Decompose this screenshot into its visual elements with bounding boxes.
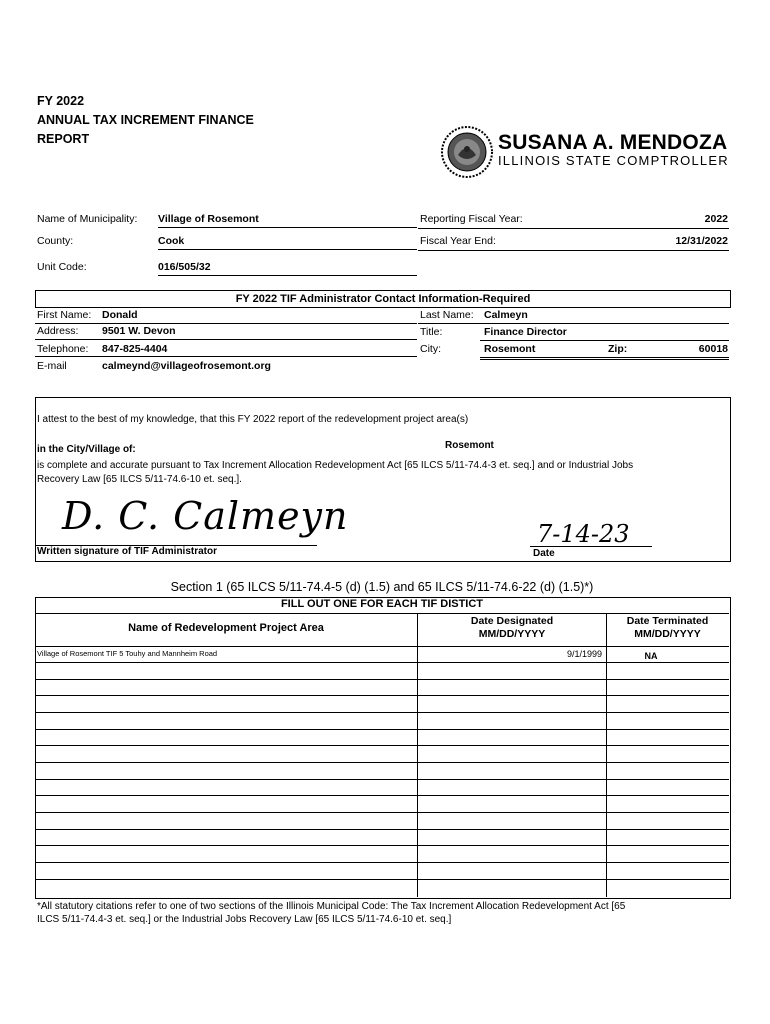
attest-line-3: is complete and accurate pursuant to Tax Increment Allocation Redevelopment Act [65 ILCS 5/11-74.4-3 et. seq.] and or Industrial Jobs <box>37 460 634 471</box>
col-header-project-area: Name of Redevelopment Project Area <box>128 622 324 634</box>
report-title-line-1: FY 2022 <box>37 94 85 108</box>
table-row-line <box>35 679 729 680</box>
fiscal-year-end-label: Fiscal Year End: <box>420 235 496 247</box>
footnote <box>37 900 737 926</box>
comptroller-name: SUSANA A. MENDOZA <box>498 131 728 154</box>
divider <box>480 340 729 341</box>
row-1-date-designated[interactable]: 9/1/1999 <box>566 649 602 659</box>
table-row-line <box>35 745 729 746</box>
col-header-date-terminated-line-2: MM/DD/YYYY <box>634 628 701 640</box>
administrator-signature: D. C. Calmeyn <box>62 494 349 538</box>
footnote-line-2: ILCS 5/11-74.4-3 et. seq.] or the Industrial Jobs Recovery Law [65 ILCS 5/11-74.6-10 et. seq.] <box>37 914 452 925</box>
zip-field[interactable]: 60018 <box>698 343 728 355</box>
divider <box>418 250 729 251</box>
telephone-label: Telephone: <box>37 343 89 355</box>
municipality-field[interactable]: Village of Rosemont <box>158 213 417 228</box>
attest-city-value: Rosemont <box>445 440 494 451</box>
divider <box>418 323 729 324</box>
attest-city-label: in the City/Village of: <box>37 444 136 455</box>
unit-code-field[interactable]: 016/505/32 <box>158 261 417 276</box>
fiscal-year-label: Reporting Fiscal Year: <box>420 213 523 225</box>
col-header-date-designated-line-1: Date Designated <box>470 615 554 627</box>
address-label: Address: <box>37 325 79 337</box>
telephone-field[interactable]: 847-825-4404 <box>102 343 168 355</box>
municipality-label: Name of Municipality: <box>37 213 138 225</box>
table-row-line <box>35 646 729 647</box>
first-name-label: First Name: <box>37 309 92 321</box>
title-field[interactable]: Finance Director <box>484 326 567 338</box>
row-1-date-terminated[interactable]: NA <box>644 651 658 661</box>
col-header-date-terminated-line-1: Date Terminated <box>626 615 709 627</box>
table-row-line <box>35 812 729 813</box>
comptroller-title: ILLINOIS STATE COMPTROLLER <box>498 153 729 168</box>
divider <box>480 357 729 358</box>
table-row-line <box>35 845 729 846</box>
divider <box>35 323 417 324</box>
section-heading: Section 1 (65 ILCS 5/11-74.4-5 (d) (1.5) and 65 ILCS 5/11-74.6-22 (d) (1.5)*) <box>170 580 594 594</box>
divider <box>418 228 729 229</box>
signature-label: Written signature of TIF Administrator <box>37 546 218 557</box>
table-row-line <box>35 662 729 663</box>
divider <box>35 339 417 340</box>
table-row-line <box>35 829 729 830</box>
unit-code-label: Unit Code: <box>37 261 87 273</box>
footnote-line-1: *All statutory citations refer to one of two sections of the Illinois Municipal Code: The Tax Increment Allocation Redevelopment Act [65 <box>37 901 626 912</box>
report-title <box>37 92 254 149</box>
county-field[interactable]: Cook <box>158 235 417 250</box>
illinois-state-seal-icon <box>440 125 494 179</box>
table-row-line <box>35 879 729 880</box>
title-label: Title: <box>420 326 443 338</box>
date-line <box>530 546 652 547</box>
divider <box>35 356 417 357</box>
date-label: Date <box>533 548 555 559</box>
city-label: City: <box>420 343 441 355</box>
county-label: County: <box>37 235 74 247</box>
address-field[interactable]: 9501 W. Devon <box>102 325 176 337</box>
divider <box>480 359 729 360</box>
fiscal-year-field[interactable]: 2022 <box>704 213 728 225</box>
attest-line-1: I attest to the best of my knowledge, that this FY 2022 report of the redevelopment project area(s) <box>37 414 469 425</box>
first-name-field[interactable]: Donald <box>102 309 138 321</box>
last-name-field[interactable]: Calmeyn <box>484 309 528 321</box>
contact-heading: FY 2022 TIF Administrator Contact Information-Required <box>35 290 731 308</box>
tif-district-table <box>35 597 731 899</box>
signature-date: 7-14-23 <box>537 520 630 548</box>
table-subheading: FILL OUT ONE FOR EACH TIF DISTICT <box>280 598 484 610</box>
table-row-line <box>35 795 729 796</box>
col-header-date-designated-line-2: MM/DD/YYYY <box>478 628 546 640</box>
table-row-line <box>35 779 729 780</box>
zip-label: Zip: <box>608 343 628 355</box>
table-row-line <box>35 762 729 763</box>
col-header-date-designated <box>418 615 606 641</box>
city-field[interactable]: Rosemont <box>484 343 536 355</box>
table-divider <box>35 613 729 614</box>
fiscal-year-end-field[interactable]: 12/31/2022 <box>675 235 728 247</box>
table-row-line <box>35 695 729 696</box>
table-row-line <box>35 729 729 730</box>
report-title-line-2: ANNUAL TAX INCREMENT FINANCE <box>37 113 254 127</box>
email-field[interactable]: calmeynd@villageofrosemont.org <box>102 360 271 372</box>
report-title-line-3: REPORT <box>37 132 90 146</box>
col-header-date-terminated <box>606 615 729 641</box>
email-label: E-mail <box>37 360 67 372</box>
row-1-project-area[interactable]: Village of Rosemont TIF 5 Touhy and Mannheim Road <box>37 649 218 658</box>
table-row-line <box>35 862 729 863</box>
table-row-line <box>35 712 729 713</box>
last-name-label: Last Name: <box>420 309 474 321</box>
attest-line-4: Recovery Law [65 ILCS 5/11-74.6-10 et. seq.]. <box>37 474 242 485</box>
